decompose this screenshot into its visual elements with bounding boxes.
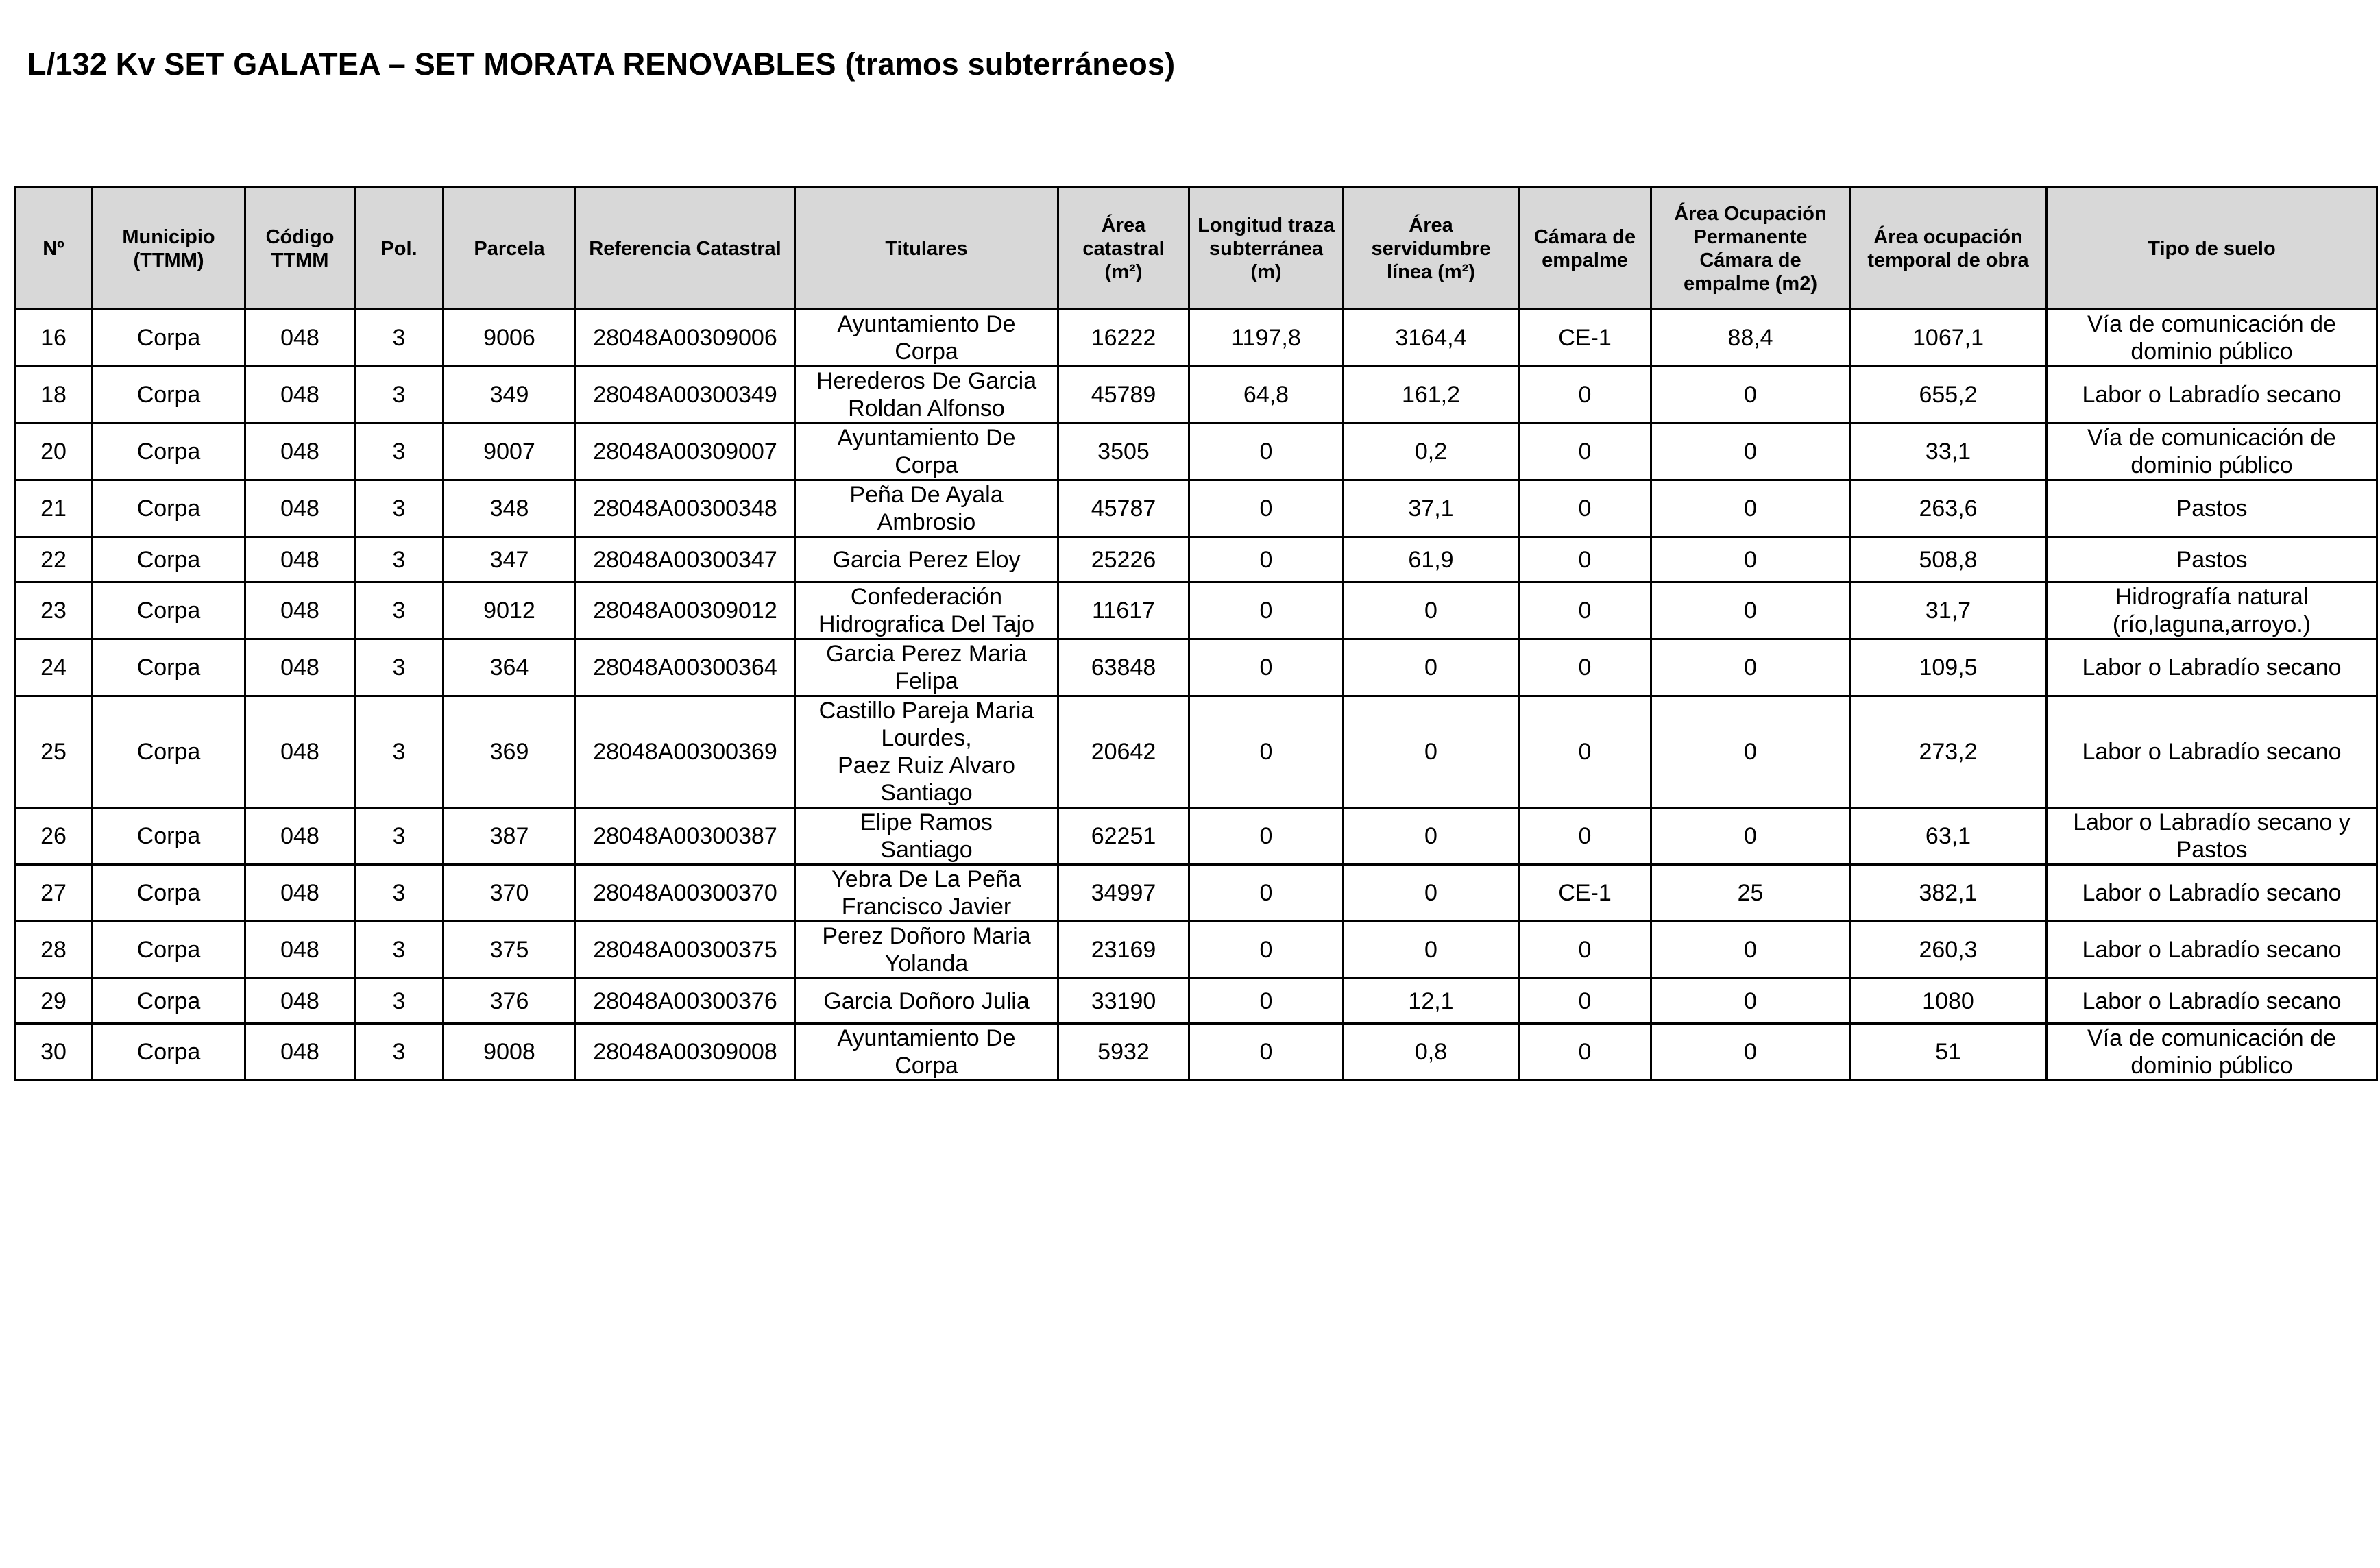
header-tipo-suelo: Tipo de suelo (2047, 188, 2377, 310)
cell-parcela: 364 (444, 639, 576, 696)
cell-parcela: 375 (444, 922, 576, 979)
table-row (15, 310, 2377, 367)
cell-servidumbre: 3164,4 (1344, 310, 1519, 367)
cell-titulares: Ayuntamiento De Corpa (795, 1024, 1058, 1081)
cell-municipio: Corpa (93, 696, 245, 808)
cell-titulares: Garcia Perez Eloy (795, 537, 1058, 583)
cell-camara: 0 (1519, 367, 1651, 424)
cell-municipio: Corpa (93, 367, 245, 424)
cell-referencia: 28048A00300370 (576, 865, 795, 922)
cell-parcela: 387 (444, 808, 576, 865)
cell-n: 28 (15, 922, 93, 979)
cell-ocupacion-permanente: 0 (1651, 367, 1850, 424)
cell-area-catastral: 16222 (1058, 310, 1189, 367)
cell-codigo: 048 (245, 310, 355, 367)
cell-camara: 0 (1519, 537, 1651, 583)
cell-area-catastral: 5932 (1058, 1024, 1189, 1081)
cell-camara: 0 (1519, 808, 1651, 865)
table-row (15, 808, 2377, 865)
cell-titulares: Confederación Hidrografica Del Tajo (795, 583, 1058, 639)
cell-ocupacion-temporal: 1080 (1850, 979, 2047, 1024)
header-servidumbre: Área servidumbre línea (m²) (1344, 188, 1519, 310)
cell-ocupacion-temporal: 31,7 (1850, 583, 2047, 639)
cell-parcela: 369 (444, 696, 576, 808)
cell-tipo-suelo: Labor o Labradío secano (2047, 922, 2377, 979)
cell-referencia: 28048A00300364 (576, 639, 795, 696)
header-area-catastral: Área catastral (m²) (1058, 188, 1189, 310)
cell-servidumbre: 0,8 (1344, 1024, 1519, 1081)
cell-camara: 0 (1519, 1024, 1651, 1081)
cell-area-catastral: 34997 (1058, 865, 1189, 922)
cell-servidumbre: 61,9 (1344, 537, 1519, 583)
cell-ocupacion-temporal: 109,5 (1850, 639, 2047, 696)
table-row (15, 639, 2377, 696)
cell-codigo: 048 (245, 696, 355, 808)
cell-longitud: 0 (1189, 808, 1344, 865)
cell-ocupacion-temporal: 263,6 (1850, 480, 2047, 537)
cell-parcela: 9008 (444, 1024, 576, 1081)
cell-parcela: 376 (444, 979, 576, 1024)
cell-longitud: 0 (1189, 480, 1344, 537)
table-row (15, 480, 2377, 537)
cell-pol: 3 (355, 537, 444, 583)
cell-ocupacion-permanente: 0 (1651, 1024, 1850, 1081)
cell-tipo-suelo: Pastos (2047, 537, 2377, 583)
cell-pol: 3 (355, 1024, 444, 1081)
cell-referencia: 28048A00300376 (576, 979, 795, 1024)
cell-ocupacion-permanente: 0 (1651, 537, 1850, 583)
cell-longitud: 0 (1189, 922, 1344, 979)
cell-camara: 0 (1519, 979, 1651, 1024)
cell-ocupacion-temporal: 508,8 (1850, 537, 2047, 583)
cell-longitud: 1197,8 (1189, 310, 1344, 367)
cell-ocupacion-temporal: 655,2 (1850, 367, 2047, 424)
cell-servidumbre: 0 (1344, 865, 1519, 922)
cell-servidumbre: 0 (1344, 808, 1519, 865)
cell-longitud: 0 (1189, 979, 1344, 1024)
cell-ocupacion-temporal: 260,3 (1850, 922, 2047, 979)
table-header-row (15, 188, 2377, 310)
table-row (15, 537, 2377, 583)
cell-n: 25 (15, 696, 93, 808)
cell-camara: 0 (1519, 922, 1651, 979)
cell-ocupacion-permanente: 0 (1651, 583, 1850, 639)
cell-longitud: 0 (1189, 865, 1344, 922)
cell-codigo: 048 (245, 1024, 355, 1081)
cell-titulares: Perez Doñoro Maria Yolanda (795, 922, 1058, 979)
cell-ocupacion-permanente: 0 (1651, 979, 1850, 1024)
cell-titulares: Garcia Doñoro Julia (795, 979, 1058, 1024)
cell-municipio: Corpa (93, 639, 245, 696)
cell-codigo: 048 (245, 808, 355, 865)
cell-parcela: 9012 (444, 583, 576, 639)
cell-municipio: Corpa (93, 424, 245, 480)
cell-tipo-suelo: Labor o Labradío secano (2047, 979, 2377, 1024)
header-n: Nº (15, 188, 93, 310)
cell-camara: 0 (1519, 583, 1651, 639)
cell-n: 23 (15, 583, 93, 639)
cell-n: 24 (15, 639, 93, 696)
header-pol: Pol. (355, 188, 444, 310)
cell-pol: 3 (355, 583, 444, 639)
cell-parcela: 349 (444, 367, 576, 424)
cell-referencia: 28048A00309012 (576, 583, 795, 639)
cell-camara: 0 (1519, 639, 1651, 696)
cell-servidumbre: 37,1 (1344, 480, 1519, 537)
header-municipio: Municipio (TTMM) (93, 188, 245, 310)
cell-ocupacion-temporal: 33,1 (1850, 424, 2047, 480)
cell-area-catastral: 23169 (1058, 922, 1189, 979)
header-titulares: Titulares (795, 188, 1058, 310)
table-row (15, 922, 2377, 979)
cell-ocupacion-permanente: 0 (1651, 696, 1850, 808)
cell-ocupacion-permanente: 0 (1651, 480, 1850, 537)
cell-area-catastral: 45787 (1058, 480, 1189, 537)
cell-referencia: 28048A00300348 (576, 480, 795, 537)
cell-longitud: 0 (1189, 639, 1344, 696)
cell-longitud: 64,8 (1189, 367, 1344, 424)
cell-tipo-suelo: Labor o Labradío secano (2047, 696, 2377, 808)
table-row (15, 424, 2377, 480)
cell-servidumbre: 0 (1344, 696, 1519, 808)
cell-area-catastral: 25226 (1058, 537, 1189, 583)
table-row (15, 1024, 2377, 1081)
cell-area-catastral: 20642 (1058, 696, 1189, 808)
cell-ocupacion-permanente: 0 (1651, 639, 1850, 696)
cell-n: 27 (15, 865, 93, 922)
cell-ocupacion-temporal: 273,2 (1850, 696, 2047, 808)
cell-longitud: 0 (1189, 1024, 1344, 1081)
cell-parcela: 9007 (444, 424, 576, 480)
cell-pol: 3 (355, 310, 444, 367)
cell-codigo: 048 (245, 424, 355, 480)
cell-referencia: 28048A00300375 (576, 922, 795, 979)
cell-parcela: 9006 (444, 310, 576, 367)
cell-referencia: 28048A00300347 (576, 537, 795, 583)
cell-parcela: 348 (444, 480, 576, 537)
cell-camara: CE-1 (1519, 310, 1651, 367)
cell-codigo: 048 (245, 979, 355, 1024)
cell-municipio: Corpa (93, 808, 245, 865)
cell-referencia: 28048A00309006 (576, 310, 795, 367)
cell-n: 18 (15, 367, 93, 424)
cell-titulares: Garcia Perez Maria Felipa (795, 639, 1058, 696)
cell-titulares: Elipe Ramos Santiago (795, 808, 1058, 865)
table-row (15, 865, 2377, 922)
page-title: L/132 Kv SET GALATEA – SET MORATA RENOVABLES (tramos subterráneos) (27, 47, 1176, 82)
cell-codigo: 048 (245, 639, 355, 696)
header-parcela: Parcela (444, 188, 576, 310)
cell-codigo: 048 (245, 480, 355, 537)
cell-ocupacion-permanente: 25 (1651, 865, 1850, 922)
cell-tipo-suelo: Hidrografía natural (río,laguna,arroyo.) (2047, 583, 2377, 639)
cell-titulares: Herederos De Garcia Roldan Alfonso (795, 367, 1058, 424)
cell-titulares: Yebra De La Peña Francisco Javier (795, 865, 1058, 922)
cell-pol: 3 (355, 367, 444, 424)
cell-pol: 3 (355, 424, 444, 480)
cell-servidumbre: 12,1 (1344, 979, 1519, 1024)
cell-titulares: Ayuntamiento De Corpa (795, 424, 1058, 480)
cell-tipo-suelo: Vía de comunicación de dominio público (2047, 310, 2377, 367)
cell-n: 22 (15, 537, 93, 583)
cell-municipio: Corpa (93, 480, 245, 537)
cell-referencia: 28048A00300369 (576, 696, 795, 808)
cell-servidumbre: 0 (1344, 922, 1519, 979)
cell-tipo-suelo: Labor o Labradío secano (2047, 639, 2377, 696)
cell-servidumbre: 161,2 (1344, 367, 1519, 424)
cell-n: 30 (15, 1024, 93, 1081)
cell-ocupacion-permanente: 0 (1651, 424, 1850, 480)
cell-codigo: 048 (245, 537, 355, 583)
cell-municipio: Corpa (93, 1024, 245, 1081)
cell-area-catastral: 62251 (1058, 808, 1189, 865)
cell-area-catastral: 45789 (1058, 367, 1189, 424)
cell-camara: 0 (1519, 480, 1651, 537)
cell-codigo: 048 (245, 367, 355, 424)
cell-ocupacion-permanente: 88,4 (1651, 310, 1850, 367)
cell-n: 29 (15, 979, 93, 1024)
parcels-table (14, 186, 2378, 1081)
cell-codigo: 048 (245, 922, 355, 979)
cell-municipio: Corpa (93, 865, 245, 922)
cell-pol: 3 (355, 808, 444, 865)
cell-camara: CE-1 (1519, 865, 1651, 922)
cell-n: 21 (15, 480, 93, 537)
header-referencia: Referencia Catastral (576, 188, 795, 310)
cell-tipo-suelo: Labor o Labradío secano (2047, 367, 2377, 424)
cell-referencia: 28048A00309007 (576, 424, 795, 480)
cell-titulares: Castillo Pareja Maria Lourdes, Paez Ruiz Alvaro Santiago (795, 696, 1058, 808)
cell-municipio: Corpa (93, 979, 245, 1024)
cell-referencia: 28048A00300387 (576, 808, 795, 865)
cell-tipo-suelo: Labor o Labradío secano (2047, 865, 2377, 922)
cell-codigo: 048 (245, 583, 355, 639)
header-camara: Cámara de empalme (1519, 188, 1651, 310)
cell-ocupacion-permanente: 0 (1651, 808, 1850, 865)
cell-servidumbre: 0 (1344, 583, 1519, 639)
cell-municipio: Corpa (93, 583, 245, 639)
table-row (15, 583, 2377, 639)
cell-codigo: 048 (245, 865, 355, 922)
cell-municipio: Corpa (93, 310, 245, 367)
cell-ocupacion-temporal: 1067,1 (1850, 310, 2047, 367)
cell-n: 26 (15, 808, 93, 865)
cell-tipo-suelo: Vía de comunicación de dominio público (2047, 424, 2377, 480)
cell-area-catastral: 3505 (1058, 424, 1189, 480)
cell-ocupacion-temporal: 382,1 (1850, 865, 2047, 922)
header-ocupacion-permanente: Área Ocupación Permanente Cámara de empalme (m2) (1651, 188, 1850, 310)
cell-area-catastral: 33190 (1058, 979, 1189, 1024)
cell-longitud: 0 (1189, 583, 1344, 639)
cell-pol: 3 (355, 922, 444, 979)
cell-tipo-suelo: Labor o Labradío secano y Pastos (2047, 808, 2377, 865)
cell-pol: 3 (355, 480, 444, 537)
cell-camara: 0 (1519, 424, 1651, 480)
cell-area-catastral: 63848 (1058, 639, 1189, 696)
cell-titulares: Ayuntamiento De Corpa (795, 310, 1058, 367)
cell-area-catastral: 11617 (1058, 583, 1189, 639)
cell-parcela: 347 (444, 537, 576, 583)
cell-pol: 3 (355, 865, 444, 922)
cell-pol: 3 (355, 696, 444, 808)
cell-parcela: 370 (444, 865, 576, 922)
cell-pol: 3 (355, 639, 444, 696)
cell-tipo-suelo: Vía de comunicación de dominio público (2047, 1024, 2377, 1081)
table-row (15, 696, 2377, 808)
cell-tipo-suelo: Pastos (2047, 480, 2377, 537)
cell-municipio: Corpa (93, 922, 245, 979)
cell-camara: 0 (1519, 696, 1651, 808)
header-ocupacion-temporal: Área ocupación temporal de obra (1850, 188, 2047, 310)
cell-longitud: 0 (1189, 537, 1344, 583)
cell-pol: 3 (355, 979, 444, 1024)
cell-servidumbre: 0,2 (1344, 424, 1519, 480)
cell-servidumbre: 0 (1344, 639, 1519, 696)
cell-ocupacion-temporal: 63,1 (1850, 808, 2047, 865)
cell-referencia: 28048A00309008 (576, 1024, 795, 1081)
table-row (15, 367, 2377, 424)
cell-municipio: Corpa (93, 537, 245, 583)
cell-ocupacion-permanente: 0 (1651, 922, 1850, 979)
cell-referencia: 28048A00300349 (576, 367, 795, 424)
cell-n: 16 (15, 310, 93, 367)
cell-n: 20 (15, 424, 93, 480)
cell-longitud: 0 (1189, 696, 1344, 808)
table-row (15, 979, 2377, 1024)
header-codigo: Código TTMM (245, 188, 355, 310)
cell-titulares: Peña De Ayala Ambrosio (795, 480, 1058, 537)
cell-ocupacion-temporal: 51 (1850, 1024, 2047, 1081)
header-longitud: Longitud traza subterránea (m) (1189, 188, 1344, 310)
cell-longitud: 0 (1189, 424, 1344, 480)
